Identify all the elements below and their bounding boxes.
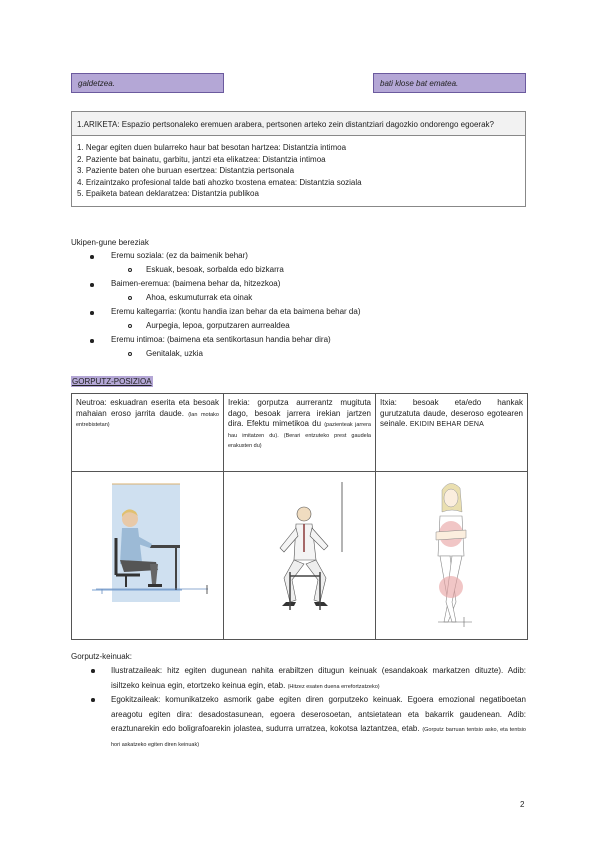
posizioa-heading-text: GORPUTZ-POSIZIOA — [72, 377, 152, 386]
seated-woman-illustration — [72, 472, 223, 635]
closed-image-cell — [376, 472, 528, 640]
ukipen-heading: Ukipen-gune bereziak — [71, 238, 149, 247]
ukipen-item: Eremu intimoa: (baimena eta sentikortasun handia behar dira) — [111, 335, 331, 344]
circle-bullet-icon — [128, 268, 132, 272]
keinuak-note: (Gorputz barruan tentsio asko, eta tentsio hori askatzeko egiten diren keinuak) — [111, 727, 526, 748]
exercise-line: 3. Paziente baten ohe buruan esertzea: Distantzia pertsonala — [77, 166, 295, 175]
ukipen-subitem: Aurpegia, lepoa, gorputzaren aurrealdea — [146, 321, 290, 330]
posture-neutral-note: (lan motako entrebistetan) — [76, 411, 219, 428]
bullet-icon — [90, 339, 94, 343]
exercise-line: 1. Negar egiten duen bularreko haur bat besotan hartzea: Distantzia intimoa — [77, 143, 347, 152]
ukipen-subitem: Eskuak, besoak, sorbalda edo bizkarra — [146, 265, 284, 274]
ukipen-item: Eremu kaltegarria: (kontu handia izan behar da eta baimena behar da) — [111, 307, 361, 316]
posture-table — [71, 393, 528, 640]
ukipen-subitem: Genitalak, uzkia — [146, 349, 203, 358]
posture-closed-cell — [376, 394, 528, 472]
exercise-line: 5. Epaiketa batean deklaratzea: Distantzia publikoa — [77, 189, 259, 198]
ukipen-list — [71, 250, 526, 360]
bullet-icon — [90, 255, 94, 259]
header-box-left: galdetzea. — [71, 73, 224, 93]
keinuak-item-egokitzaileak — [111, 693, 526, 751]
keinuak-text: hitz egiten dugunean nahita erabiltzen ditugun keinuak (esandakoak markatzen dituzte). Adib: isiltzeko keinua egin, etortzeko keinua egin, etab. — [111, 666, 526, 690]
bullet-icon — [91, 669, 95, 673]
exercise-line: 2. Paziente bat bainatu, garbitu, jantzi eta elikatzea: Distantzia intimoa — [77, 154, 326, 164]
bullet-icon — [91, 698, 95, 702]
bullet-icon — [90, 311, 94, 315]
circle-bullet-icon — [128, 324, 132, 328]
seated-man-illustration — [224, 472, 375, 635]
keinuak-item-ilustratzaileak — [111, 664, 526, 693]
standing-woman-illustration — [376, 472, 527, 635]
exercise-box — [71, 111, 526, 207]
ukipen-item: Baimen-eremua: (baimena behar da, hitzezkoa) — [111, 279, 281, 288]
posizioa-heading — [71, 377, 153, 386]
keinuak-note: (Hitzez esaten duena errefortzatzeko) — [287, 683, 380, 690]
ukipen-subitem: Ahoa, eskumuturrak eta oinak — [146, 293, 253, 302]
exercise-title: 1.ARIKETA: Espazio pertsonaleko eremuen arabera, pertsonen arteko zein distantziari dagozkio ondorengo egoerak? — [72, 112, 525, 136]
keinuak-label: Egokitzaileak: — [111, 695, 161, 704]
posture-neutral-cell — [72, 394, 224, 472]
posture-closed-warning: EKIDIN BEHAR DENA — [409, 421, 485, 428]
bullet-icon — [90, 283, 94, 287]
keinuak-text: komunikatzeko asmorik gabe egiten diren gorputzeko keinuak. Egoera emozional negatiboetan areagotu egiten dira: desadostasunean, egoera deserosoetan, antsietatean eta bakarrik gaudenean. Adib: eraztunarekin edo boligrafoarekin jolastea, sudurra urratzea, kokotsa laztantzea, etab. — [111, 695, 526, 733]
keinuak-label: Ilustratzaileak: — [111, 666, 163, 675]
header-box-right: bati klose bat ematea. — [373, 73, 526, 93]
circle-bullet-icon — [128, 352, 132, 356]
exercise-answers — [72, 136, 525, 206]
posture-open-cell — [224, 394, 376, 472]
neutral-image-cell — [72, 472, 224, 640]
keinuak-heading: Gorputz-keinuak: — [71, 652, 132, 661]
open-image-cell — [224, 472, 376, 640]
posture-closed-text: Itxia: besoak eta/edo hankak gurutzatuta daude, deseroso egotearen seinale. — [380, 398, 523, 428]
posture-open-note: (pazienteak jarrera hau imitatzen du). (Berari entzuteko prest gaudela erakusten du) — [228, 422, 371, 449]
page-number: 2 — [520, 800, 525, 809]
posture-open-text: Irekia: gorputza aurrerantz mugituta dago, besoak jarrera irekian jartzen dira. Efektu mimetikoa du — [228, 398, 371, 428]
exercise-line: 4. Erizaintzako profesional talde bati ahozko txostena ematea: Distantzia soziala — [77, 177, 362, 187]
posture-neutral-text: Neutroa: eskuadran eserita eta besoak mahaian eroso jarrita daude. — [76, 398, 219, 418]
circle-bullet-icon — [128, 296, 132, 300]
ukipen-item: Eremu soziala: (ez da baimenik behar) — [111, 251, 248, 260]
